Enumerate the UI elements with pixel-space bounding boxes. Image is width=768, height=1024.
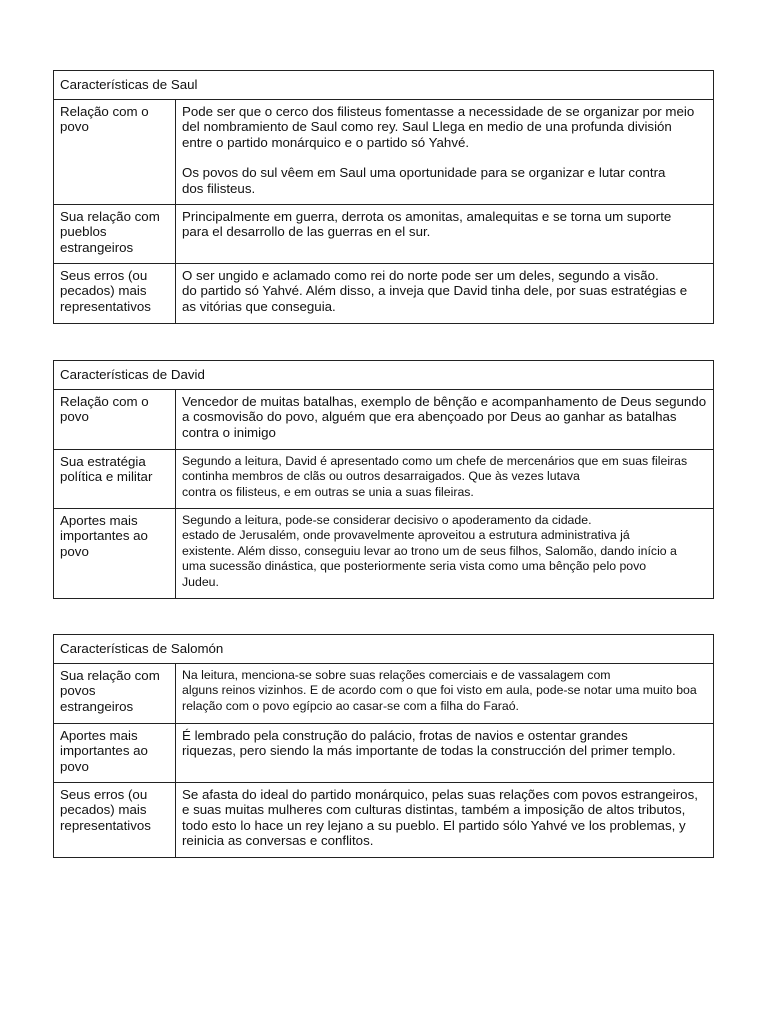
row-label: Relação com o povo xyxy=(54,99,176,204)
table-row xyxy=(54,204,714,263)
david-table-title: Características de David xyxy=(54,361,714,390)
row-label: Seus erros (ou pecados) mais representativos xyxy=(54,782,176,857)
row-content xyxy=(176,204,714,263)
row-paragraph: Se afasta do ideal do partido monárquico, pelas suas relações com povos estrangeiros, e suas muitas mulheres com culturas distintas, também a imposição de altos tributos, todo esto lo hace un rey lejano a su pueblo. El partido sólo Yahvé ve los problemas, y reinicia as conversas e conflitos. xyxy=(182,786,698,849)
row-label: Aportes mais importantes ao povo xyxy=(54,723,176,782)
row-label: Sua relação com povos estrangeiros xyxy=(54,663,176,723)
row-content xyxy=(176,99,714,204)
row-paragraph: Segundo a leitura, pode-se considerar decisivo o apoderamento da cidade. estado de Jerusalém, onde provavelmente aproveitou a estrutura administrativa já existente. Além disso, conseguiu levar ao trono um de seus filhos, Salomão, dando início a uma sucessão dinástica, que posteriormente seria vista como uma bênção pelo povo Judeu. xyxy=(182,512,677,589)
table-row xyxy=(54,663,714,723)
table-row xyxy=(54,723,714,782)
row-content xyxy=(176,263,714,323)
row-paragraph: Na leitura, menciona-se sobre suas relações comerciais e de vassalagem com alguns reinos vizinhos. E de acordo com o que foi visto em aula, pode-se notar uma muito boa relação com o povo egípcio ao casar-se com a filha do Faraó. xyxy=(182,667,697,713)
table-row xyxy=(54,99,714,204)
row-label: Aportes mais importantes ao povo xyxy=(54,508,176,598)
row-content xyxy=(176,782,714,857)
row-paragraph: Vencedor de muitas batalhas, exemplo de bênção e acompanhamento de Deus segundo a cosmovisão do povo, alguém que era abençoado por Deus ao ganhar as batalhas contra o inimigo xyxy=(182,393,707,440)
row-content xyxy=(176,663,714,723)
salomon-table xyxy=(53,634,714,858)
table-row xyxy=(54,263,714,323)
row-paragraph: Segundo a leitura, David é apresentado como um chefe de mercenários que em suas fileiras continha membros de clãs ou outros desarraigados. Que às vezes lutava contra os filisteus, e em outras se unia a suas fileiras. xyxy=(182,453,688,499)
salomon-table-title: Características de Salomón xyxy=(54,635,714,664)
row-label: Relação com o povo xyxy=(54,389,176,449)
row-paragraph: Principalmente em guerra, derrota os amonitas, amalequitas e se torna um suporte para el desarrollo de las guerras en el sur. xyxy=(182,208,672,240)
table-row xyxy=(54,508,714,598)
table-row xyxy=(54,782,714,857)
david-table xyxy=(53,360,714,599)
row-content xyxy=(176,449,714,508)
row-paragraph: Pode ser que o cerco dos filisteus fomentasse a necessidade de se organizar por meio del nombramiento de Saul como rey. Saul Llega en medio de una profunda división entre o partido monárquico e o partido só Yahvé. xyxy=(182,103,695,150)
row-paragraph: Os povos do sul vêem em Saul uma oportunidade para se organizar e lutar contra dos filisteus. xyxy=(182,165,666,196)
row-paragraph: O ser ungido e aclamado como rei do norte pode ser um deles, segundo a visão. do partido só Yahvé. Além disso, a inveja que David tinha dele, por suas estratégias e as vitórias que conseguia. xyxy=(182,267,688,314)
row-label: Sua estratégia política e militar xyxy=(54,449,176,508)
table-row xyxy=(54,449,714,508)
row-label: Seus erros (ou pecados) mais representativos xyxy=(54,263,176,323)
row-content xyxy=(176,389,714,449)
row-content xyxy=(176,508,714,598)
saul-table-title: Características de Saul xyxy=(54,71,714,100)
row-label: Sua relação com pueblos estrangeiros xyxy=(54,204,176,263)
row-content xyxy=(176,723,714,782)
saul-table xyxy=(53,70,714,324)
table-row xyxy=(54,389,714,449)
row-paragraph: É lembrado pela construção do palácio, frotas de navios e ostentar grandes riquezas, pero siendo la más importante de todas la construcción del primer templo. xyxy=(182,727,676,759)
